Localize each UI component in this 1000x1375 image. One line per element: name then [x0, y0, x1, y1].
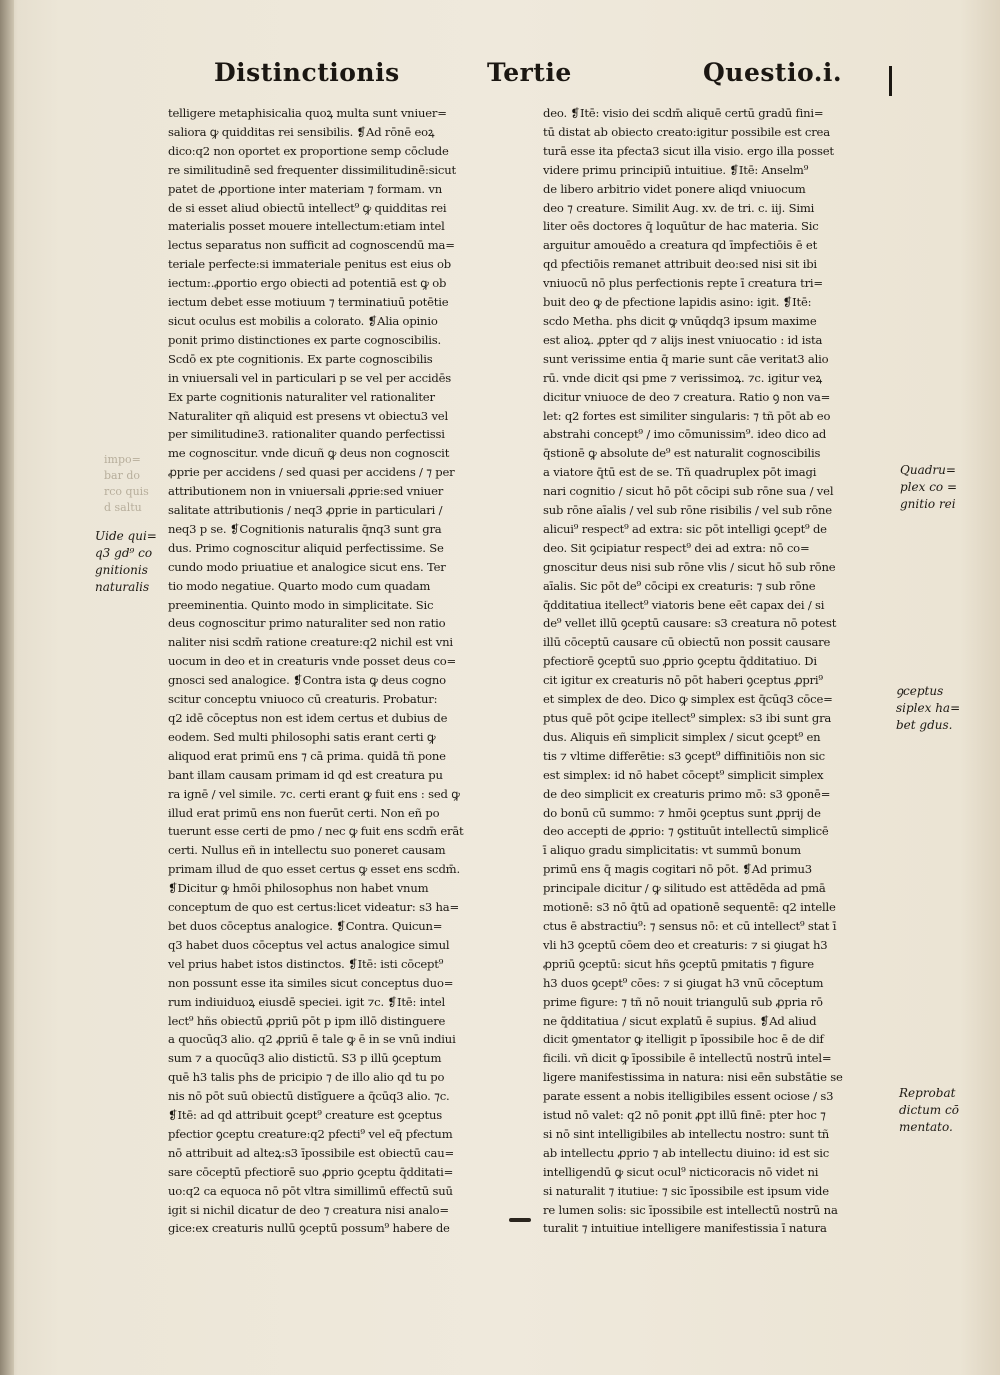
right-text-column: deo. ❡Itē: visio dei scdm̄ aliquē certū gradū fini= tū distat ab obiecto creato:igitur possibile est crea turā esse ita pfecta3 sicut illa visio. ergo illa posset videre primu principiū intuitiue. ❡Itē: Anselm⁹ de libero arbitrio videt ponere aliqd vniuocum deo ⁊ creature. Similit Aug. xv. de tri. c. iij. Simi liter oēs doctores q̄ loquūtur de hac materia. Sic arguitur amouēdo a creatura qd īmpfectiōis ē et qd pfectiōis remanet attribuit deo:sed nisi sit ibi vniuocū nō plus perfectionis repte ī creatura tri= buit deo ꝙ de pfectione lapidis asino: igit. ❡Itē: scdo Metha. phs dicit ꝙ vnūqdq3 ipsum maxime est alioꝝ. ꝓpter qd ⁊ alijs inest vniuocatio : id ista sunt verissime entia q̄ marie sunt cāe veritat3 alio rū. vnde dicit qsi pme ⁊ verissimoꝝ. ⁊c. igitur veꝝ dicitur vniuoce de deo ⁊ creatura. Ratio ꝯ non va= let: q2 fortes est similiter singularis: ⁊ tñ pōt ab eo abstrahi concept⁹ / imo cōmunissim⁹. ideo dico ad q̄stionē ꝙ absolute de⁹ est naturalit cognoscibilis a viatore q̄tū est de se. Tñ quadruplex pōt imagi nari cognitio / sicut hō pōt cōcipi sub rōne sua / vel sub rōne aīalis / vel sub rōne risibilis / vel sub rōne alicui⁹ respect⁹ ad extra: sic pōt intelligi ꝯcept⁹ de deo. Sit ꝯcipiatur respect⁹ dei ad extra: nō co= gnoscitur deus nisi sub rōne vlis / sicut hō sub rōne aīalis. Sic pōt de⁹ cōcipi ex creaturis: ⁊ sub rōne q̄dditatiua itellect⁹ viatoris bene eēt capax dei / si de⁹ vellet illū ꝯceptū causare: s3 creatura nō potest illū cōceptū causare cū obiectū non possit causare pfectiorē ꝯceptū suo ꝓprio ꝯceptu q̄dditatiuo. Di cit igitur ex creaturis nō pōt haberi ꝯceptus ꝓpri⁹ et simplex de deo. Dico ꝙ simplex est q̄cūq3 cōce= ptus quē pōt ꝯcipe itellect⁹ simplex: s3 ibi sunt gra dus. Aliquis eñ simplicit simplex / sicut ꝯcept⁹ en tis ⁊ vltime differētie: s3 ꝯcept⁹ diffinitiōis non sic est simplex: id nō habet cōcept⁹ simplicit simplex de deo simplicit ex creaturis primo mō: s3 ꝯponē= do bonū cū summo: ⁊ hmōi ꝯceptus sunt ꝓprij de deo accepti de ꝓprio: ⁊ ꝯstituūt intellectū simplicē ī aliquo gradu simplicitatis: vt summū bonum primū ens q̄ magis cogitari nō pōt. ❡Ad primu3 principale dicitur / ꝙ silitudo est attēdēda ad pmā motionē: s3 nō q̄tū ad opationē sequentē: q2 intelle ctus ē abstractiu⁹: ⁊ sensus nō: et cū intellect⁹ stat ī vli h3 ꝯceptū cōem deo et creaturis: ⁊ si ꝯiugat h3 ꝓpriū ꝯceptū: sicut hñs ꝯceptū pmitatis ⁊ figure h3 duos ꝯcept⁹ cōes: ⁊ si ꝯiugat h3 vnū cōceptum prime figure: ⁊ tñ nō nouit triangulū sub ꝓpria rō ne q̄dditatiua / sicut explatū ē supius. ❡Ad aliud dicit ꝯmentator ꝙ itelligit p īpossibile hoc ē de dif ficili. vñ dicit ꝙ īpossibile ē intellectū nostrū intel= ligere manifestissima in natura: nisi eēn substātie se parate essent a nobis itelligibiles essent ociose / s3 istud nō valet: q2 nō ponit ꝓpt illū finē: pter hoc ⁊ si nō sint intelligibiles ab intellectu nostro: sunt tñ ab intellectu ꝓprio ⁊ ab intellectu diuino: id est sic intelligendū ꝙ sicut ocul⁹ nicticoracis nō videt ni si naturalit ⁊ itutiue: ⁊ sic īpossibile est ipsum vide re lumen solis: sic īpossibile est intellectū nostrū na turalit ⁊ intuitiue intelligere manifestissia ī natura: [543, 106, 843, 1236]
header-right: Questio.i.: [703, 58, 843, 87]
bleed-through-text: impo= bar do rco quis d saltu: [104, 453, 149, 514]
margin-note-right-2: ꝯceptus siplex ha= bet gdus.: [896, 684, 961, 732]
page-gutter-shadow: [0, 0, 14, 1375]
signature-mark: [509, 1218, 531, 1222]
margin-note-right-3: Reprobat dictum cō mentato.: [899, 1086, 959, 1134]
running-header: [0, 58, 1000, 98]
margin-note-left: Uide qui= q3 gd⁹ co gnitionis naturalis: [95, 529, 157, 594]
margin-note-right-1: Quadru= plex co = gnitio rei: [900, 463, 958, 511]
folio-mark: [889, 66, 892, 96]
header-left: Distinctionis: [214, 58, 400, 87]
header-center: Tertie: [487, 58, 572, 87]
left-text-column: telligere metaphisicalia quoꝝ multa sunt vniuer= saliora ꝙ quidditas rei sensibilis. ❡Ad rōnē eoꝝ dico:q2 non oportet ex proportione semp cōclude re similitudinē sed frequenter dissimilitudinē:sicut patet de ꝓportione inter materiam ⁊ formam. vn de si esset aliud obiectū intellect⁹ ꝙ quidditas rei materialis posset mouere intellectum:etiam intel lectus separatus non sufficit ad cognoscendū ma= teriale perfecte:si immateriale penitus est eius ob iectum:.ꝓportio ergo obiecti ad potentiā est ꝙ ob iectum debet esse motiuum ⁊ terminatiuū potētie sicut oculus est mobilis a colorato. ❡Alia opinio ponit primo distinctiones ex parte cognoscibilis. Scdō ex pte cognitionis. Ex parte cognoscibilis in vniuersali vel in particulari p se vel per accidēs Ex parte cognitionis naturaliter vel rationaliter Naturaliter qñ aliquid est presens vt obiectu3 vel per similitudine3. rationaliter quando perfectissi me cognoscitur. vnde dicuñ ꝙ deus non cognoscit ꝓprie per accidens / sed quasi per accidens / ⁊ per attributionem non in vniuersali ꝓprie:sed vniuer salitate attributionis / neq3 ꝓprie in particulari / neq3 p se. ❡Cognitionis naturalis q̄nq3 sunt gra dus. Primo cognoscitur aliquid perfectissime. Se cundo modo priuatiue et analogice sicut ens. Ter tio modo negatiue. Quarto modo cum quadam preeminentia. Quinto modo in simplicitate. Sic deus cognoscitur primo naturaliter sed non ratio naliter nisi scdm̄ ratione creature:q2 nichil est vni uocum in deo et in creaturis vnde posset deus co= gnosci sed analogice. ❡Contra ista ꝙ deus cogno scitur conceptu vniuoco cū creaturis. Probatur: q2 idē cōceptus non est idem certus et dubius de eodem. Sed multi philosophi satis erant certi ꝙ aliquod erat primū ens ⁊ cā prima. quidā tñ pone bant illam causam primam id qd est creatura pu ra ignē / vel simile. ⁊c. certi erant ꝙ fuit ens : sed ꝙ illud erat primū ens non fuerūt certi. Non eñ po tuerunt esse certi de pmo / nec ꝙ fuit ens scdm̄ erāt certi. Nullus eñ in intellectu suo poneret causam primam illud de quo esset certus ꝙ esset ens scdm̄. ❡Dicitur ꝙ hmōi philosophus non habet vnum conceptum de quo est certus:licet videatur: s3 ha= bet duos cōceptus analogice. ❡Contra. Quicun= q3 habet duos cōceptus vel actus analogice simul vel prius habet istos distinctos. ❡Itē: isti cōcept⁹ non possunt esse ita similes sicut conceptus duo= rum indiuiduoꝝ eiusdē speciei. igit ⁊c. ❡Itē: intel lect⁹ hñs obiectū ꝓpriū pōt p ipm illō distinguere a quocūq3 alio. q2 ꝓpriū ē tale ꝙ ē in se vnū indiui sum ⁊ a quocūq3 alio distictū. S3 p illū ꝯceptum quē h3 talis phs de pricipio ⁊ de illo alio qd tu po nis nō pōt suū obiectū distīguere a q̄cūq3 alio. ⁊c. ❡Itē: ad qd attribuit ꝯcept⁹ creature est ꝯceptus pfectior ꝯceptu creature:q2 pfecti⁹ vel eq̄ pfectum nō attribuit ad alteꝝ:s3 īpossibile est obiectū cau= sare cōceptū pfectiorē suo ꝓprio ꝯceptu q̄dditati= uo:q2 ca equoca nō pōt vltra simillimū effectū suū igit si nichil dicatur de deo ⁊ creatura nisi analo= gice:ex creaturis nullū ꝯceptū possum⁹ habere de: [168, 106, 464, 1236]
